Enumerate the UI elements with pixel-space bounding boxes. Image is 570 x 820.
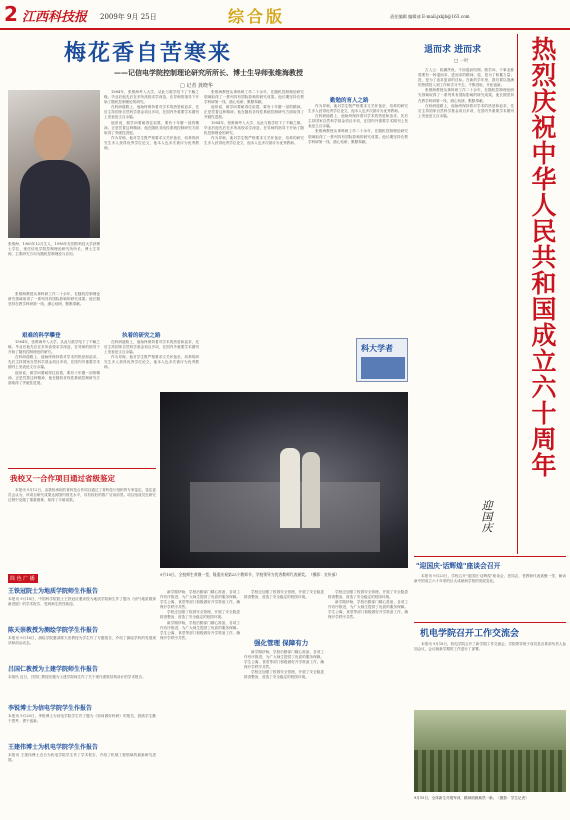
portrait-caption: 张维海，1965年12月生人，1998年在国防科技大学获博士学位，现任信电学院控制理论研究所所长，博士生导师，主要研究方向为随机控制理论与应用。: [8, 242, 100, 257]
bottom-photo-caption: 9月15日，全体新生开展军训，精神面貌焕然一新。（摄影：学生记者）: [414, 796, 529, 800]
lead-section-head-3: 勤勉的育人之路: [330, 98, 369, 104]
forum-body: [414, 574, 566, 620]
bottom-col-head: 强化管理 保障有力: [254, 639, 309, 647]
brief-title: 王铁冠院士为地质学院师生作报告: [8, 588, 99, 595]
main-photo: [160, 392, 408, 568]
bottom-col-1: [160, 590, 240, 812]
forum-rule: [414, 556, 566, 557]
brief-item: [8, 586, 156, 621]
editorial-body: [418, 68, 514, 542]
lead-para-6: 在科研道路上，他始终保持着对学术的热爱和追求，先后主持国家自然科学基金项目多项，在国内外重要学术期刊上发表论文百余篇。: [104, 105, 199, 120]
news1-para: 本报讯 9月12日，由我校承担的省科技合作项目通过了省科技厅组织的专家鉴定。鉴定委员会认为，该项目研究成果达到国内领先水平，具有较好的推广应用前景。项目组成员在研究过程中克服了重重困难，取得了丰硕成果。: [8, 488, 156, 503]
main-photo-caption: 9月10日，全校师生欢聚一堂，隆重庆祝第25个教师节，学校领导为优秀教师代表颁奖。（摄影：宣传部）: [160, 572, 340, 577]
lead-para-7: 他常说，做学问要耐得住寂寞，要有十年磨一剑的精神。正是凭着这种精神，他在随机非线性系统控制研究方面取得了突破性进展。: [104, 120, 199, 135]
page-header: [0, 0, 570, 30]
bottom-col-2: [244, 590, 324, 634]
mech-title: 机电学院召开工作交流会: [420, 629, 520, 639]
header-meta: 责任编辑 编辑部 E-mail:jxkjb@163.com: [390, 14, 470, 19]
lead-para-17: 张维海教授从事科研工作二十余年，在随机控制理论研究领域取得了一系列具有国际影响的研究成果。他长期坚持在教学科研第一线，潜心钻研，默默奉献。: [308, 129, 408, 144]
lead-para-14: 作为导师，他对学生既严格要求又关怀备至，培养的研究生多人获得优秀学位论文，他本人也多次被评为优秀教师。: [204, 135, 304, 145]
section-name: 综合版: [228, 7, 286, 26]
briefs-head-label: 简 色 广 播: [10, 576, 35, 582]
calligraphy-text: 迎国庆: [480, 500, 493, 533]
brief-title: 吕国仁教授为土建学院师生作报告: [8, 666, 99, 673]
bottom-para-6: 学校还加强了校园安全管理，开展了安全隐患排查整治，营造了安全稳定的校园环境。: [244, 670, 324, 680]
paper-name: 江西科技报: [22, 10, 88, 25]
brief-item: [8, 625, 156, 660]
bottom-col-3: [328, 590, 408, 812]
mech-para: 本报讯 9月18日，机电学院召开了新学期工作交流会，学院领导班子成员及各系部负责人参加会议，会议就新学期的工作进行了部署。: [414, 642, 566, 652]
lead-para-5: 1984年，张维海考入大学，从此与数学结下了不解之缘。毕业后他先后在多所高校求学深造，在导师的指导下开始了随机控制理论的研究。: [104, 90, 199, 105]
editorial-para-2: 张维海教授从事科研工作二十余年，在随机控制理论研究领域取得了一系列具有国际影响的研究成果。他长期坚持在教学科研第一线，潜心钻研，默默奉献。: [418, 88, 514, 103]
bottom-photo-crowd: [414, 750, 566, 792]
lead-para-11: 张维海教授从事科研工作二十余年，在随机控制理论研究领域取得了一系列具有国际影响的研究成果。他长期坚持在教学科研第一线，潜心钻研，默默奉献。: [204, 90, 304, 105]
lead-byline: □ 记者 龚晓华: [180, 83, 213, 89]
lead-para-10: 作为导师，他对学生既严格要求又关怀备至，培养的研究生多人获得优秀学位论文，他本人也多次被评为优秀教师。: [104, 355, 199, 370]
mech-body: [414, 642, 566, 706]
vertical-banner: [522, 36, 566, 556]
lead-col-4: [308, 104, 408, 334]
lead-para-2: 1984年，张维海考入大学，从此与数学结下了不解之缘。毕业后他先后在多所高校求学深造，在导师的指导下开始了随机控制理论的研究。: [8, 340, 100, 355]
bottom-para-1: 新学期伊始，学校后勤部门精心准备，各项工作有序推进，为广大师生提供了优质的服务保障。学生公寓、食堂等部门积极做好开学准备工作，确保开学秩序井然。: [160, 590, 240, 610]
editorial-byline: □ 一叶: [454, 59, 469, 64]
brief-body: 本报讯 9月20日，李锐博士为信电学院学生作了题为《如何做好科研》的报告，鼓励学生勤于思考、勇于创新。: [8, 714, 156, 724]
lead-section-head-1: 艰难的科学攀登: [22, 333, 61, 339]
lead-section-head-2: 执着的研究之路: [122, 333, 161, 339]
brief-item: [8, 703, 156, 738]
science-badge-label: 科大学者: [361, 344, 393, 353]
brief-title: 陈天崇教授为测绘学院学生作报告: [8, 627, 99, 634]
briefs-head: [8, 574, 38, 583]
lead-para-1: 张维海教授从事科研工作二十余年，在随机控制理论研究领域取得了一系列具有国际影响的研究成果。他长期坚持在教学科研第一线，潜心钻研，默默奉献。: [8, 292, 100, 307]
briefs-list: [8, 586, 156, 777]
calligraphy-art: [478, 500, 518, 550]
brief-title: 王建伟博士为机电学院学生作报告: [8, 744, 99, 751]
page-number: 2: [4, 2, 18, 26]
lead-para-15: 作为导师，他对学生既严格要求又关怀备至，培养的研究生多人获得优秀学位论文，他本人也多次被评为优秀教师。: [308, 104, 408, 114]
lead-para-9: 在科研道路上，他始终保持着对学术的热爱和追求，先后主持国家自然科学基金项目多项，在国内外重要学术期刊上发表论文百余篇。: [104, 340, 199, 355]
news1-rule: [8, 468, 156, 469]
portrait-face: [34, 116, 72, 162]
bottom-para-8: 新学期伊始，学校后勤部门精心准备，各项工作有序推进，为广大师生提供了优质的服务保障。学生公寓、食堂等部门积极做好开学准备工作，确保开学秩序井然。: [328, 600, 408, 620]
editorial-para-1: 古人云：临渊羡鱼，不如退而结网。做学问、干事业都需要有一种退而求、进而求的精神。退，是为了积蓄力量；进，是为了追求更高的目标。在新的学年里，我们要以饱满的热情投入到工作和学习中去，不断进取，开拓创新。: [418, 68, 514, 88]
brief-body: 本报讯 9月16日，测绘学院邀请陈天崇教授为学生作了专题报告，介绍了测绘学科的发展现状和前沿动态。: [8, 636, 156, 646]
news1-title: 我校又一合作项目通过省级鉴定: [10, 474, 115, 483]
bottom-para-5: 新学期伊始，学校后勤部门精心准备，各项工作有序推进，为广大师生提供了优质的服务保障。学生公寓、食堂等部门积极做好开学准备工作，确保开学秩序井然。: [244, 650, 324, 670]
portrait-photo: [8, 90, 100, 238]
main-photo-figure-1: [280, 448, 300, 528]
bottom-col-2b: [244, 650, 324, 812]
lead-para-4: 他常说，做学问要耐得住寂寞，要有十年磨一剑的精神。正是凭着这种精神，他在随机非线性系统控制研究方面取得了突破性进展。: [8, 370, 100, 385]
brief-item: [8, 742, 156, 777]
issue-date: 2009年 9月 25日: [100, 13, 157, 21]
lead-para-13: 1984年，张维海考入大学，从此与数学结下了不解之缘。毕业后他先后在多所高校求学深造，在导师的指导下开始了随机控制理论的研究。: [204, 120, 304, 135]
lead-col-1b: [8, 340, 100, 464]
editorial-title: 退而求 进而求: [424, 45, 482, 55]
forum-title: "迎国庆·话辉煌"座谈会召开: [416, 562, 501, 570]
news1-body: [8, 488, 156, 570]
bottom-para-7: 学校还加强了校园安全管理，开展了安全隐患排查整治，营造了安全稳定的校园环境。: [328, 590, 408, 600]
portrait-body: [20, 160, 90, 238]
brief-body: 本报讯 王建伟博士近日为机电学院学生作了学术报告，介绍了机械工程领域的最新研究进展。: [8, 753, 156, 763]
brief-title: 李锐博士为信电学院学生作报告: [8, 705, 93, 712]
brief-item: [8, 664, 156, 699]
lead-para-16: 在科研道路上，他始终保持着对学术的热爱和追求，先后主持国家自然科学基金项目多项，在国内外重要学术期刊上发表论文百余篇。: [308, 114, 408, 129]
science-badge-emblem: [361, 357, 405, 379]
brief-body: 本报讯 近日，吕国仁教授应邀为土建学院师生作了关于现代建筑结构设计的学术报告。: [8, 675, 146, 679]
main-photo-figure-2: [302, 452, 320, 528]
vertical-banner-text: 热烈庆祝中华人民共和国成立六十周年: [528, 36, 557, 478]
editorial-box: [414, 34, 518, 554]
brief-body: 本报讯 9月18日，中国科学院院士王铁冠应邀来校为地质学院师生作了题为《油气地质勘探新进展》的学术报告，受到师生热烈欢迎。: [8, 597, 156, 607]
bottom-photo: [414, 710, 566, 792]
science-badge: [356, 338, 408, 382]
lead-col-2: [104, 90, 199, 328]
bottom-para-3: 新学期伊始，学校后勤部门精心准备，各项工作有序推进，为广大师生提供了优质的服务保障。学生公寓、食堂等部门积极做好开学准备工作，确保开学秩序井然。: [160, 620, 240, 640]
lead-subtitle: ——记信电学院控制理论研究所所长、博士生导师张维海教授: [114, 68, 303, 77]
lead-para-8: 作为导师，他对学生既严格要求又关怀备至，培养的研究生多人获得优秀学位论文，他本人也多次被评为优秀教师。: [104, 135, 199, 151]
editorial-para-3: 在科研道路上，他始终保持着对学术的热爱和追求，先后主持国家自然科学基金项目多项，在国内外重要学术期刊上发表论文百余篇。: [418, 103, 514, 118]
bottom-para-2: 学校还加强了校园安全管理，开展了安全隐患排查整治，营造了安全稳定的校园环境。: [160, 610, 240, 620]
mech-rule: [414, 622, 566, 623]
lead-para-3: 在科研道路上，他始终保持着对学术的热爱和追求，先后主持国家自然科学基金项目多项，在国内外重要学术期刊上发表论文百余篇。: [8, 355, 100, 370]
lead-title: 梅花香自苦寒来: [64, 41, 233, 66]
lead-col-1: [8, 292, 100, 328]
lead-para-12: 他常说，做学问要耐得住寂寞，要有十年磨一剑的精神。正是凭着这种精神，他在随机非线性系统控制研究方面取得了突破性进展。: [204, 105, 304, 120]
forum-para: 本报讯 9月23日，学校召开"迎国庆·话辉煌"座谈会，老同志、老教师代表欢聚一堂，畅谈新中国成立六十年来的巨大成就和学校的发展变化。: [414, 574, 566, 584]
bottom-para-4: 学校还加强了校园安全管理，开展了安全隐患排查整治，营造了安全稳定的校园环境。: [244, 590, 324, 600]
